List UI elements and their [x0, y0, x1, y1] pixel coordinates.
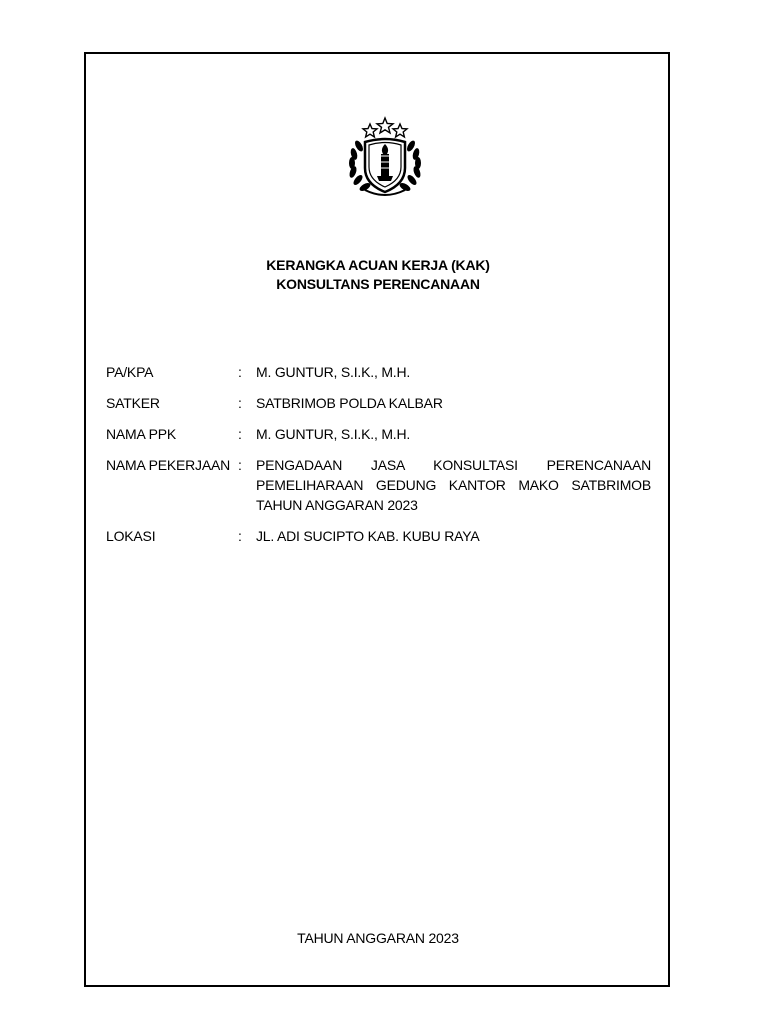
- field-colon: :: [238, 395, 242, 411]
- document-title: KERANGKA ACUAN KERJA (KAK): [266, 257, 490, 273]
- field-value: PENGADAAN JASA KONSULTASI PERENCANAAN PEMELIHARAAN GEDUNG KANTOR MAKO SATBRIMOB TAHUN ANGGARAN 2023: [256, 457, 651, 513]
- field-colon: :: [238, 528, 242, 544]
- document-subtitle: KONSULTANS PERENCANAAN: [276, 276, 480, 292]
- field-label: NAMA PPK: [106, 426, 176, 442]
- field-colon: :: [238, 364, 242, 380]
- field-label: SATKER: [106, 395, 160, 411]
- footer-fiscal-year: TAHUN ANGGARAN 2023: [297, 930, 459, 946]
- field-value: SATBRIMOB POLDA KALBAR: [256, 395, 443, 411]
- police-emblem-icon: [335, 116, 435, 200]
- field-value: M. GUNTUR, S.I.K., M.H.: [256, 426, 411, 442]
- field-value: JL. ADI SUCIPTO KAB. KUBU RAYA: [256, 528, 480, 544]
- field-colon: :: [238, 457, 242, 473]
- field-label: NAMA PEKERJAAN: [106, 457, 231, 473]
- field-label: LOKASI: [106, 528, 156, 544]
- field-colon: :: [238, 426, 242, 442]
- field-value: M. GUNTUR, S.I.K., M.H.: [256, 364, 411, 380]
- field-label: PA/KPA: [106, 364, 154, 380]
